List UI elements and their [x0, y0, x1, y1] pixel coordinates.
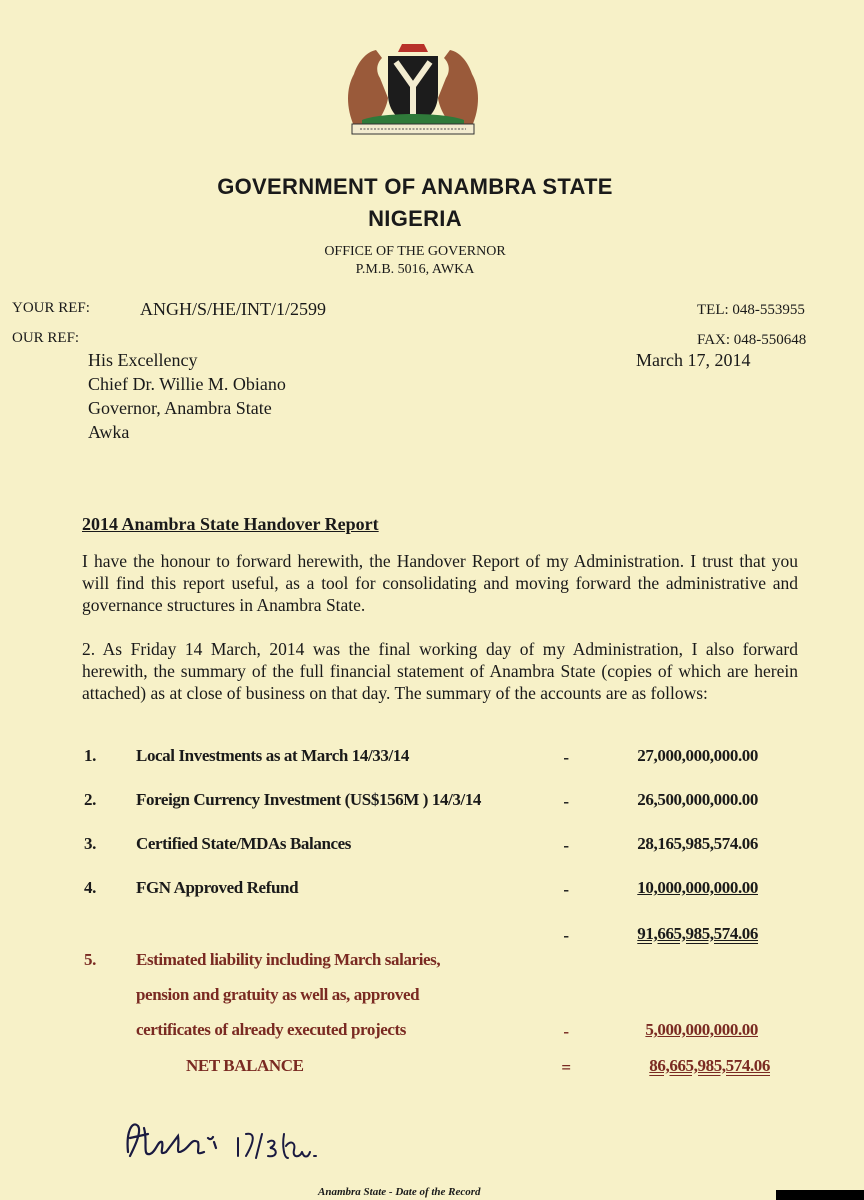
office-address: P.M.B. 5016, AWKA	[355, 262, 475, 277]
recipient-line: Awka	[88, 422, 130, 442]
liability-description-line: Estimated liability including March salaries,	[136, 950, 441, 969]
footer-caption: Anambra State - Date of the Record	[318, 1186, 481, 1198]
account-separator: -	[563, 748, 569, 767]
account-description: Certified State/MDAs Balances	[136, 834, 352, 853]
our-ref-label: OUR REF:	[12, 330, 80, 346]
account-number: 3.	[84, 834, 96, 853]
account-separator: -	[563, 880, 569, 899]
government-title: GOVERNMENT OF ANAMBRA STATE	[217, 174, 613, 199]
account-number: 2.	[84, 790, 96, 809]
liability-description-line: certificates of already executed projects	[136, 1020, 406, 1039]
account-amount: 26,500,000,000.00	[637, 790, 758, 809]
net-balance-separator: =	[561, 1058, 571, 1077]
recipient-line: Chief Dr. Willie M. Obiano	[88, 374, 286, 394]
liability-amount: 5,000,000,000.00	[645, 1020, 758, 1039]
account-number: 1.	[84, 746, 96, 765]
recipient-line: Governor, Anambra State	[88, 398, 272, 418]
account-separator: -	[563, 792, 569, 811]
signature-date-text	[0, 0, 1, 1]
account-description: Foreign Currency Investment (US$156M ) 14/3/14	[136, 790, 482, 809]
your-ref-label: YOUR REF:	[12, 300, 90, 316]
subtotal-separator: -	[563, 926, 569, 945]
account-amount: 28,165,985,574.06	[637, 834, 758, 853]
liability-separator: -	[563, 1022, 569, 1041]
country-title: NIGERIA	[368, 206, 462, 231]
paragraph-1: I have the honour to forward herewith, the Handover Report of my Administration. I trust that you will find this report useful, as a tool for consolidating and moving forward the administrative and governance structures in Anambra State.	[82, 551, 798, 615]
account-amount: 10,000,000,000.00	[637, 878, 758, 897]
recipient-address	[88, 348, 286, 444]
handwritten-signature	[118, 1112, 358, 1172]
account-description: FGN Approved Refund	[136, 878, 299, 897]
corner-mark	[776, 1190, 864, 1200]
office-name: OFFICE OF THE GOVERNOR	[324, 244, 506, 259]
account-number: 4.	[84, 878, 96, 897]
liability-number: 5.	[84, 950, 96, 969]
recipient-line: His Excellency	[88, 350, 198, 370]
net-balance-amount: 86,665,985,574.06	[649, 1056, 770, 1075]
subtotal-amount: 91,665,985,574.06	[637, 924, 758, 943]
subject-heading: 2014 Anambra State Handover Report	[82, 514, 379, 534]
net-balance-label: NET BALANCE	[186, 1056, 304, 1075]
account-amount: 27,000,000,000.00	[637, 746, 758, 765]
fax: FAX: 048-550648	[697, 332, 807, 348]
paragraph-2: 2. As Friday 14 March, 2014 was the final working day of my Administration, I also forward herewith, the summary of the full financial statement of Anambra State (copies of which are herein attached) as at close of business on that day. The summary of the accounts are as follows:	[82, 639, 798, 703]
account-description: Local Investments as at March 14/33/14	[136, 746, 409, 765]
account-separator: -	[563, 836, 569, 855]
your-ref-value: ANGH/S/HE/INT/1/2599	[140, 299, 326, 319]
coat-of-arms-emblem	[332, 38, 494, 138]
telephone: TEL: 048-553955	[697, 302, 805, 318]
letter-date: March 17, 2014	[636, 350, 751, 370]
liability-description-line: pension and gratuity as well as, approved	[136, 985, 420, 1004]
